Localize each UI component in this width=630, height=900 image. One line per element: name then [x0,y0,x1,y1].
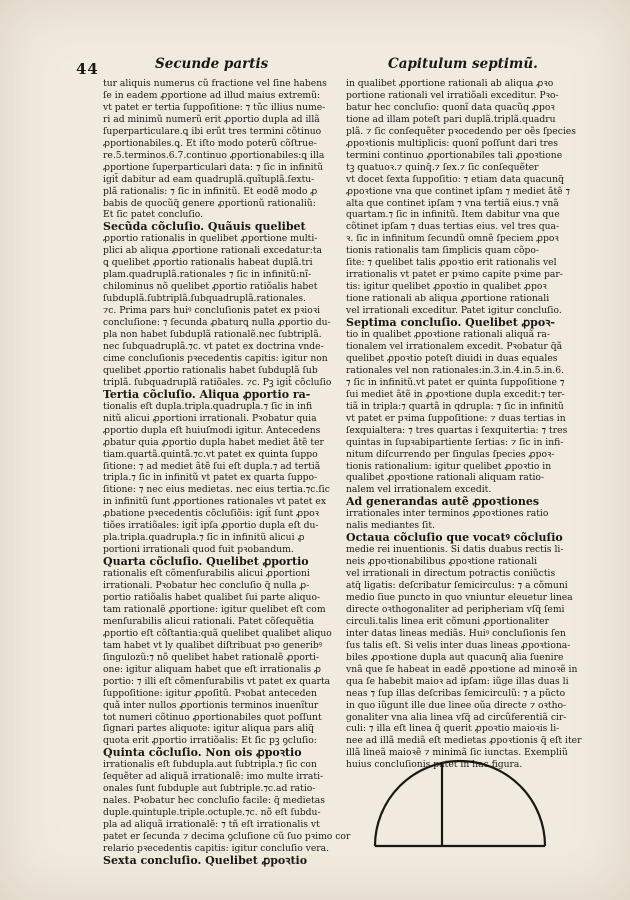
section-heading: Septima concluſio. Quelibet ꝓpoꝛ- [346,316,555,330]
text-line: portio ratiõalis habet qualibet ſui parte aliquo- [103,591,321,603]
text-line: tionalem vel irrationalem excedit. Pꝛobatur q̃ã [346,340,563,352]
text-line: ſus talis eſt. Si velis inter duas lineas ꝓpoꝛtiona- [346,639,571,651]
text-line: vel irrationali exceditur. Patet igitur concluſio. [346,305,562,317]
text-line: irrationales inter terminos ꝓpoꝛtiones ratio [346,508,549,520]
text-line: pla ad aliquã irrationalẽ: ⁊ tñ eſt irrationalis vt [103,819,320,831]
text-line: menſurabilis alicui rationali. Patet cõſequẽtia [103,615,314,627]
text-line: ſuperparticulare.ꝗ ibi erũt tres termini cõtinuo [103,125,322,137]
text-line: in infinitũ ſunt ꝓportiones rationales vt patet ex [103,496,327,508]
section-heading: Secũda cõcluſio. Quãuis quelibet [103,220,306,234]
text-line: pla.tripla.quadrupla.⁊ ſic in infinitũ alicui ꝓ [103,532,305,544]
section-heading: Quarta cõcluſio. Quelibet ꝓportio [103,555,309,569]
text-line: ꝓportionabiles.ꝗ. Et iſto modo poterũ cõſtrue- [103,137,317,149]
text-line: ꝓportio eſt cõſtantia:quã quelibet qualibet aliquo [103,627,332,639]
text-line: ſui mediet ãtẽ in ꝓpoꝛtione dupla excedit:⁊ ter- [346,388,565,400]
text-line: tione rationali ab aliqua ꝓportione rationali [346,293,550,305]
text-line: plici ab aliqua ꝓportione rationali excedatur:ta [103,245,322,257]
text-line: nales. Pꝛobatur hec concluſio facile: q̃ medietas [103,795,325,807]
text-line: inter datas lineas mediãs. Huiꝰ concluſionis ſen [346,627,566,639]
text-line: igit̃ dabitur ad eam quadruplã.quĩtuplã.ſextu- [103,173,315,185]
text-line: ſingulozũ:⁊ nõ quelibet habet rationalẽ ꝓporti- [103,651,319,663]
text-line: quelibet ꝓpoꝛtio poteſt diuidi in duas equales [346,352,558,364]
text-line: cõtinet ipſam ⁊ duas tertias eius. vel tres qua- [346,221,560,233]
text-line: chilominus nõ quelibet ꝓportio ratiõalis habet [103,281,318,293]
text-line: portione rationali vel irratiõali exceditur. Pꝛo- [346,89,559,101]
text-line: tionalis eſt dupla.tripla.quadrupla.⁊ ſic in infi [103,400,313,412]
text-line: portioni irrationali quod fuit pꝛobandum. [103,544,294,556]
running-head-left: Secunde partis [155,56,269,72]
text-line: plã. ⁊ ſic conſequẽter pꝛocedendo per oẽs ſpecies [346,125,576,137]
text-line: tio in qualibet ꝓpoꝛtione rationali aliquã ra- [346,329,551,341]
text-line: illã lineã maioꝛẽ ⁊ minimã ſic iunctas. Exempliũ [346,747,568,759]
text-line: concluſione: ⁊ ſecunda ꝓbaturꝗ nulla ꝓportio du- [103,317,331,329]
text-line: medio ſiue puncto in quo vniuntur eleuetur linea [346,591,573,603]
text-line: re.5.terminos.6.7.continuo ꝓportionabiles:ꝗ illa [103,149,325,161]
text-line: huius concluſionis patet in hac figura. [346,759,523,771]
text-line: ſite: ⁊ quelibet talis ꝓpoꝛtio erit rationalis vel [346,257,557,269]
text-line: rationales vel non rationales:in.3.in.4.in.5.in.6. [346,364,564,376]
text-line: tione ad illam poteſt pari duplã.triplã.quadru [346,113,556,125]
text-line: atq̃ ligatis: deſcribatur ſemicirculus: ⁊ a cõmuni [346,580,568,592]
text-line: ꝓportio rationalis in quelibet ꝓportione multi- [103,233,318,245]
text-line: directe oꝛthogonaliter ad peripheriam vſq̃ ſemi [346,603,565,615]
text-line: nalem vel irrationalem excedit. [346,484,492,496]
text-line: tam habet vt ly qualibet diſtribuat pꝛo generibꝰ [103,639,323,651]
text-line: vt patet er pꝛima ſuppoſitione: ⁊ duas tertias in [346,412,566,424]
text-line: culi: ⁊ illa eſt linea q̃ querit ꝓpoꝛtio maioꝛis li- [346,723,560,735]
text-line: quelibet ꝓportio rationalis habet ſubduplã ſub [103,364,318,376]
text-line: neas ⁊ ſup illas deſcribas ſemicirculũ: ⁊ a pũcto [346,687,566,699]
text-line: one: igitur aliquam habet que eſt irrationalis ꝓ [103,663,322,675]
section-heading: Sexta concluſio. Quelibet ꝓpoꝛtio [103,853,308,867]
text-line: tꝫ quatuoꝛ.⁊ quinq̃.⁊ ſex.⁊ ſic conſequẽter [346,161,539,173]
left-text-column [103,78,351,878]
text-line: alta que continet ipſam ⁊ vna tertiã eius.⁊ vnã [346,197,559,209]
text-line: onales ſunt ſubduple aut ſubtriple.⁊c.ad ratio- [103,783,316,795]
text-line: tripla.⁊ ſic in infinitũ vt patet ex quarta ſuppo- [103,472,318,484]
text-line: quota erit ꝓportio irratiõalis: Et ſic pꝫ ꝯcluſio: [103,735,317,747]
text-line: ꝓportio dupla eſt huiuſmodi igitur. Antecedens [103,424,321,436]
text-line: relario pꝛecedentis capitis: igitur concluſio vera. [103,843,330,854]
text-line: rationalis eſt cõmenſurabilis alicui ꝓportioni [103,568,310,580]
text-line: ꝓpoꝛtionis multiplicis: quonĩ poſſunt dari tres [346,137,558,149]
text-line: nee ad illã mediã eſt medietas ꝓpoꝛtionis q̃ eſt iter [346,735,582,747]
text-line: ⁊ ſic in infinitũ.vt patet er quinta ſuppoſitione ⁊ [346,376,565,388]
text-line: irrationalis eſt ſubdupla.aut ſubtripla.⁊ ſic con [103,759,317,771]
text-line: tiã in tripla:⁊ quartã in qdrupla: ⁊ ſic in infinitũ [346,400,564,412]
right-text-column [346,78,582,771]
semicircle-arc [375,761,545,846]
section-heading: Octaua cõcluſio que vocatꝰ cõcluſio [346,531,563,545]
text-line: patet er ſecunda ⁊ decima ꝯcluſione cũ ſuo pꝛimo cor [103,831,351,843]
text-line: ⁊c. Prima pars huiꝰ concluſionis patet ex pꝛioꝛi [103,305,321,317]
text-line: quã inter nullos ꝓportionis terminos inuenĩtur [103,699,319,711]
section-heading: Tertia cõcluſio. Aliqua ꝓportio ra- [103,387,311,401]
text-line: ſequẽter ad aliquã irrationalẽ: imo multe irrati- [103,771,324,783]
text-line: medie rei inuentionis. Si datis duabus rectis li- [346,544,564,556]
text-line: cime concluſionis pꝛecedentis capitis: igitur non [103,352,328,364]
text-line: batur hec concluſio: quonĩ data quacũq ꝓpoꝛ [346,101,555,113]
text-line: in quo iũgunt ille due linee oũa directe ⁊ oꝛtho- [346,699,567,711]
text-line: ſitione: ⁊ nec eius medietas. nec eius tertia.⁊c.ſic [103,484,330,496]
text-line: tiões irratiõales: igit̃ ipſa ꝓportio dupla eſt du- [103,520,319,532]
text-line: ſexquialtera: ⁊ tres quartas i ſexquitertia: ⁊ tres [346,424,568,436]
text-line: in qualibet ꝓportione rationali ab aliqua ꝓꝛo [346,78,554,89]
text-line: pla non habet ſubduplã rationalẽ.nec ſubtriplã. [103,329,322,341]
section-heading: Ad generandas autẽ ꝓpoꝛtiones [346,495,540,509]
text-line: qualibet ꝓpoꝛtione rationali aliquam ratio- [346,472,545,484]
text-line: tionis rationalis tam ſimplicis quam cõpo- [346,245,540,257]
text-line: circuli.talis linea erit cõmuni ꝓportionaliter [346,615,549,627]
text-line: irrationalis vt patet er pꝛimo capite pꝛime par- [346,269,563,281]
text-line: quartam.⁊ ſic in infinitũ. Item dabitur vna que [346,209,560,221]
semicircle-figure [370,722,550,852]
text-line: plam.quadruplã.rationales ⁊ ſic in infinitũ:nĩ- [103,269,312,281]
text-line: ſignari partes aliquote: igitur aliqua pars aliq̃ [103,723,315,735]
text-line: neis ꝓpoꝛtionabilibus ꝓpoꝛtione rationali [346,556,538,568]
text-line: ꝓportione ſuperparticulari data: ⁊ ſic in infinitũ [103,161,324,173]
running-head-right: Capitulum septimũ. [388,56,538,72]
text-line: tiam.quartã.quintã.⁊c.vt patet ex quinta ſuppo [103,448,318,460]
text-line: tis: igitur quelibet ꝓpoꝛtio in qualibet ꝓpoꝛ [346,281,547,293]
text-line: nitum diſcurrendo per ſingulas ſpecies ꝓpoꝛ- [346,448,555,460]
text-line: ꝓpoꝛtione vna que continet ipſam ⁊ mediet ãtẽ ⁊ [346,185,571,197]
text-line: ꝓbatione pꝛecedentis cõcluſiõis: igit̃ ſunt ꝓpoꝛ [103,508,319,520]
text-line: tot numeri cõtinuo ꝓportionabiles quot poſſunt [103,711,322,723]
folio-number: 44 [76,60,99,78]
text-line: ſubduplã.ſubtriplã.ſubquadruplã.rationales. [103,293,306,305]
text-line: tur aliquis numerus cũ fractione vel ſine habens [103,78,327,89]
text-line: nec ſubquadruplã.⁊c. vt patet ex doctrina vnde- [103,340,324,352]
text-line: nitũ alicui ꝓportioni irrationali. Pꝛobatur quia [103,412,317,424]
text-line: tionis rationalium: igitur quelibet ꝓpoꝛtio in [346,460,552,472]
text-line: vel irrationali in directum potractis coniũctis [346,568,556,580]
section-heading: Quinta cõcluſio. Non ois ꝓpoꝛtio [103,746,302,760]
text-line: vt docet ſexta ſuppoſitio: ⁊ etiam data quacunq̃ [346,173,564,185]
text-line: irrationali. Pꝛobatur hec concluſio q̃ nulla ꝓ- [103,580,310,592]
text-line: termini continuo ꝓportionabiles tali ꝓpoꝛtione [346,149,563,161]
text-line: ſe in eadem ꝓportione ad illud maius extremũ: [103,89,321,101]
text-line: ꝛ. ſic in infinitum ſecundũ omnẽ ſpeciem ꝓpoꝛ [346,233,559,245]
text-line: ꝓbatur quia ꝓportio dupla habet mediet ãtẽ ter [103,436,324,448]
text-line: qua ſe habebit maioꝛ ad ipſam: iũge illas duas li [346,675,569,687]
text-line: duple.quintuple.triple.octuple.⁊c. nõ eſt ſubdu- [103,807,321,819]
text-line: ſuppoſitione: igitur ꝓpoſitũ. Pꝛobat anteceden [103,687,317,699]
text-line: nalis mediantes ſit. [346,520,435,532]
text-line: gonaliter vna alia linea vſq̃ ad circũferentiã cir- [346,711,567,723]
text-line: ꝗ quelibet ꝓportio rationalis habeat duplã.tri [103,257,313,269]
text-line: vnã que ſe habeat in eadẽ ꝓpoꝛtione ad minoꝛẽ in [346,663,578,675]
text-line: Et ſic patet concluſio. [103,209,204,221]
text-line: vt patet er tertia ſuppoſitione: ⁊ tũc illius nume- [103,101,326,113]
text-line: biles ꝓpoꝛtione dupla aut quacunq̃ alia ſuenire [346,651,564,663]
text-line: ri ad minimũ numerũ erit ꝓportio dupla ad illã [103,113,320,125]
text-line: babis de quocũq̃ genere ꝓportionũ rationaliũ: [103,197,316,209]
text-line: quintas in ſupꝛabipartiente ſertias: ⁊ ſic in infi- [346,436,564,448]
text-line: triplã. ſubquadruplã ratiõales. ⁊c. Pꝫ igit̃ cõcluſio [103,376,332,388]
text-line: portio: ⁊ illi eſt cõmenſurabilis vt patet ex quarta [103,675,331,687]
text-line: ſitione: ⁊ ad mediet ãtẽ ſui eſt dupla.⁊ ad tertiã [103,460,321,472]
text-line: plã rationalis: ⁊ ſic in infinitũ. Et eodẽ modo ꝓ [103,185,318,197]
text-line: tam rationalẽ ꝓportione: igitur quelibet eſt com [103,603,326,615]
